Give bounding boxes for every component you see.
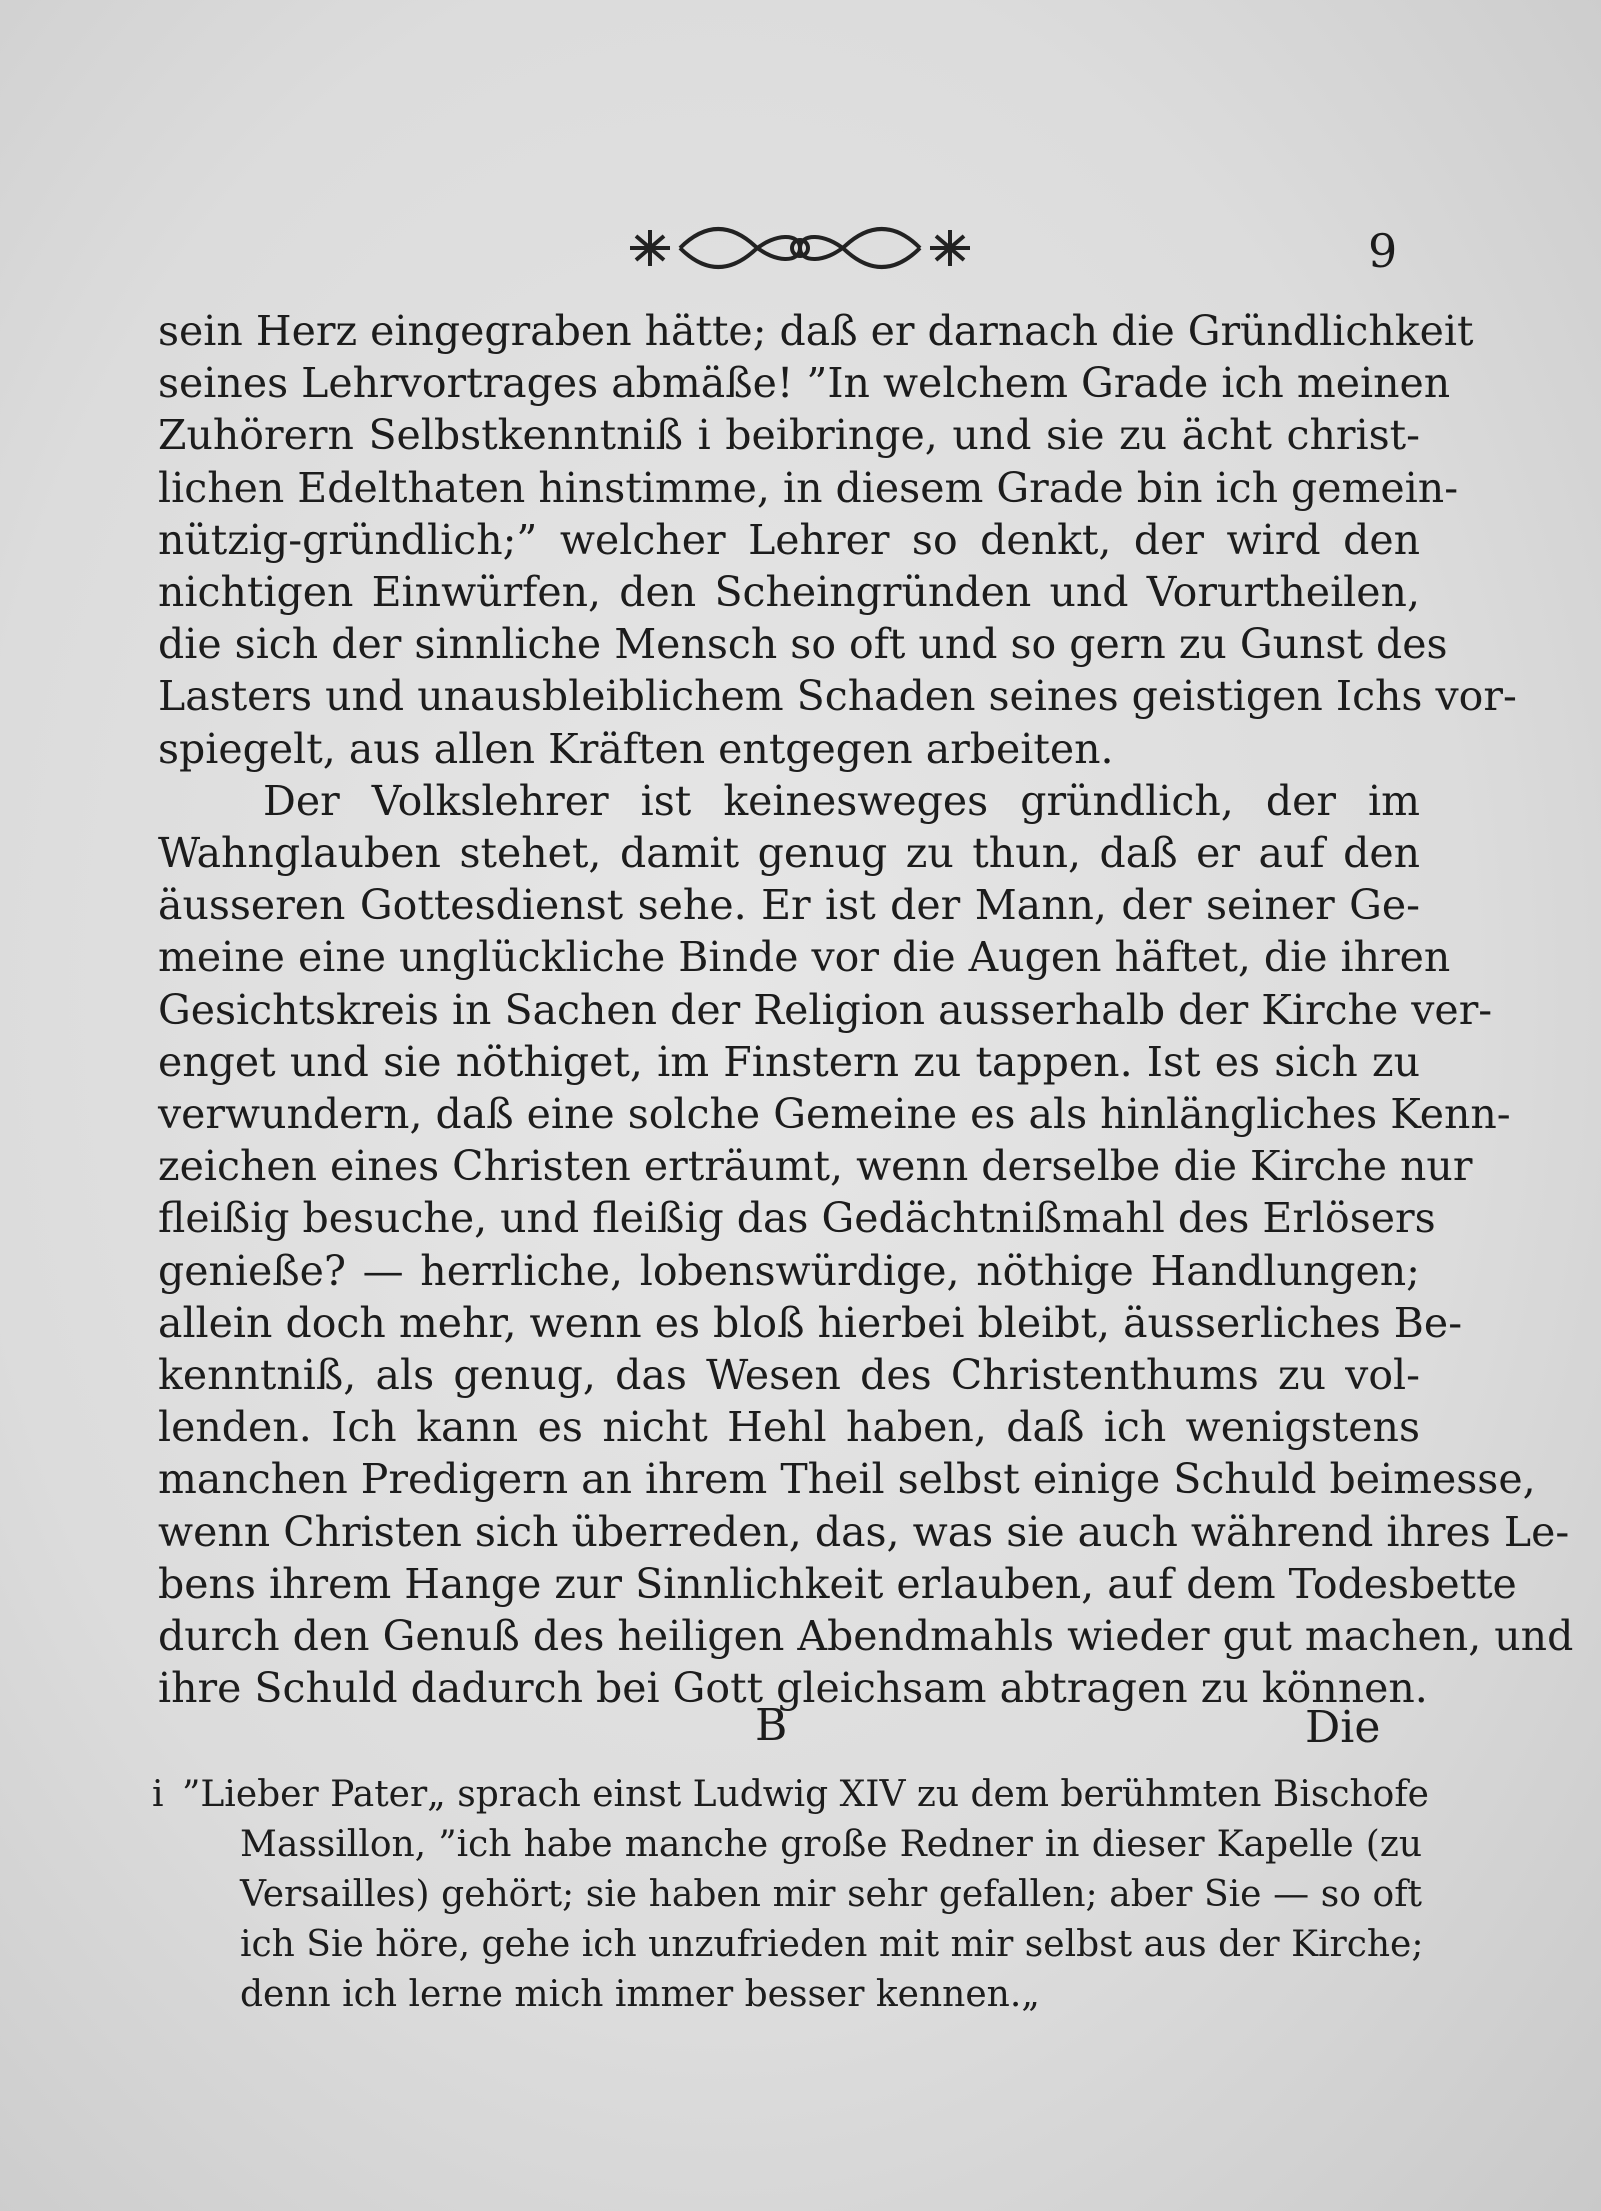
- text-line: meine eine unglückliche Binde vor die Augen häftet, die ihren: [158, 933, 1451, 982]
- footnote-line: Versailles) gehört; sie haben mir sehr gefallen; aber Sie — so oft: [240, 1874, 1422, 1915]
- footnote-line: Massillon, ”ich habe manche große Redner in dieser Kapelle (zu: [240, 1824, 1422, 1865]
- text-line: manchen Predigern an ihrem Theil selbst einige Schuld beimesse,: [158, 1455, 1536, 1504]
- text-line: Zuhörern Selbstkenntniß i beibringe, und sie zu ächt christ-: [158, 411, 1420, 460]
- text-line: verwundern, daß eine solche Gemeine es als hinlängliches Kenn-: [158, 1090, 1511, 1139]
- text-line: äusseren Gottesdienst sehe. Er ist der Mann, der seiner Ge-: [158, 881, 1420, 930]
- text-line: Wahnglauben stehet, damit genug zu thun, daß er auf den: [158, 829, 1420, 878]
- text-line: spiegelt, aus allen Kräften entgegen arbeiten.: [158, 724, 1114, 773]
- signature-line: [0, 1700, 1601, 1760]
- text-line: nichtigen Einwürfen, den Scheingründen und Vorurtheilen,: [158, 568, 1420, 617]
- page-number: 9: [1368, 224, 1398, 278]
- text-line: Gesichtskreis in Sachen der Religion ausserhalb der Kirche ver-: [158, 985, 1493, 1034]
- text-line: lenden. Ich kann es nicht Hehl haben, daß ich wenigstens: [158, 1403, 1420, 1452]
- text-line: enget und sie nöthiget, im Finstern zu tappen. Ist es sich zu: [158, 1037, 1420, 1086]
- headpiece-ornament: [610, 218, 990, 278]
- text-line: seines Lehrvortrages abmäße! ”In welchem Grade ich meinen: [158, 359, 1451, 408]
- text-line: zeichen eines Christen erträumt, wenn derselbe die Kirche nur: [158, 1142, 1473, 1191]
- text-line: fleißig besuche, und fleißig das Gedächtnißmahl des Erlösers: [158, 1194, 1436, 1243]
- footnote-line: ich Sie höre, gehe ich unzufrieden mit mir selbst aus der Kirche;: [240, 1924, 1424, 1965]
- paragraph-start-line: Der Volkslehrer ist keinesweges gründlich, der im: [263, 776, 1420, 825]
- text-line: kenntniß, als genug, das Wesen des Christenthums zu vol-: [158, 1351, 1420, 1400]
- text-line: bens ihrem Hange zur Sinnlichkeit erlauben, auf dem Todesbette: [158, 1559, 1517, 1608]
- signature-mark: B: [755, 1700, 788, 1751]
- text-line: ihre Schuld dadurch bei Gott gleichsam abtragen zu können.: [158, 1664, 1428, 1713]
- text-line: sein Herz eingegraben hätte; daß er darnach die Gründlichkeit: [158, 307, 1474, 355]
- text-line: lichen Edelthaten hinstimme, in diesem Grade bin ich gemein-: [158, 463, 1459, 512]
- text-line: nützig-gründlich;” welcher Lehrer so denkt, der wird den: [158, 515, 1420, 564]
- main-text: [158, 305, 1574, 1714]
- text-line: genieße? — herrliche, lobenswürdige, nöthige Handlungen;: [158, 1246, 1420, 1295]
- text-line: wenn Christen sich überreden, das, was sie auch während ihres Le-: [158, 1507, 1570, 1556]
- footnote-line: [152, 1770, 1429, 1820]
- text-line: die sich der sinnliche Mensch so oft und so gern zu Gunst des: [158, 620, 1448, 669]
- footnote: [152, 1770, 1429, 2020]
- footnote-text: ”Lieber Pater„ sprach einst Ludwig XIV zu dem berühmten Bischofe: [182, 1774, 1429, 1815]
- text-line: allein doch mehr, wenn es bloß hierbei bleibt, äusserliches Be-: [158, 1298, 1463, 1347]
- text-line: durch den Genuß des heiligen Abendmahls wieder gut machen, und: [158, 1612, 1574, 1661]
- footnote-line: denn ich lerne mich immer besser kennen.„: [240, 1974, 1040, 2015]
- text-line: Lasters und unausbleiblichem Schaden seines geistigen Ichs vor-: [158, 672, 1517, 721]
- catchword: Die: [1305, 1702, 1381, 1753]
- footnote-marker: i: [152, 1774, 164, 1815]
